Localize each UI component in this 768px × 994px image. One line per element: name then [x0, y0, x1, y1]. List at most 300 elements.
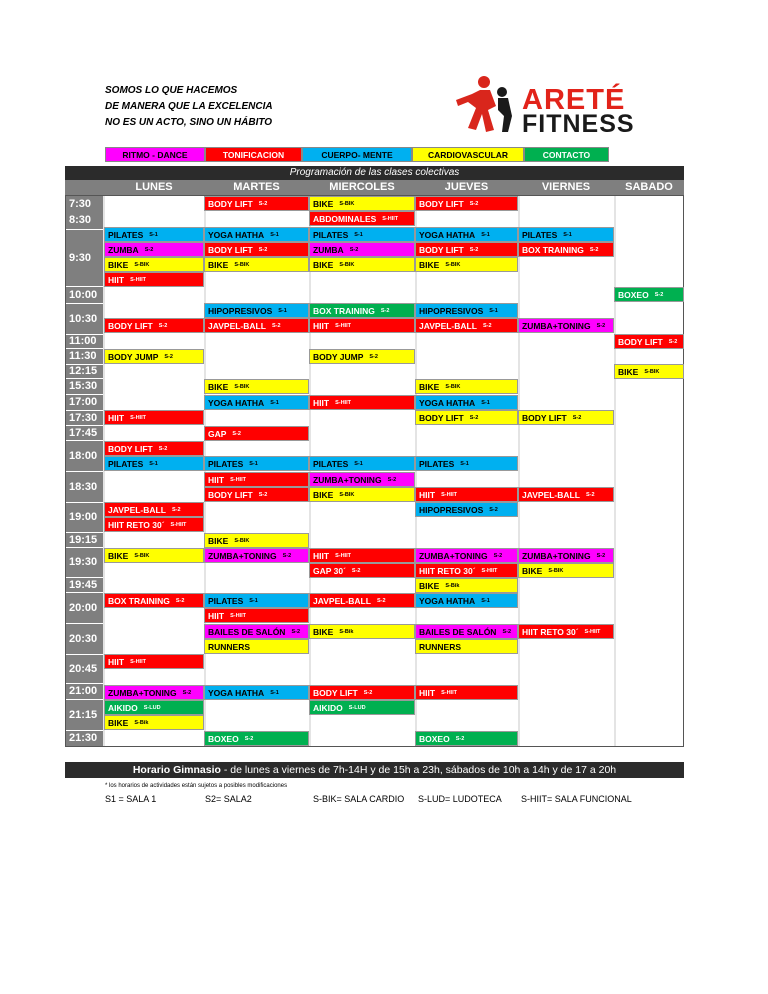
class-cell [204, 196, 309, 211]
legend-tonificacion: TONIFICACION [205, 147, 302, 162]
class-name: BODY LIFT [108, 444, 153, 454]
class-name: BIKE [208, 260, 229, 270]
room-code: S-BIK [234, 384, 250, 391]
class-cell [614, 364, 684, 379]
time-label: 17:45 [66, 426, 103, 440]
room-code: S-2 [282, 553, 292, 560]
room-code: S-1 [270, 690, 279, 697]
room-code: S-2 [387, 477, 397, 484]
room-code: S-1 [354, 461, 363, 468]
class-name: PILATES [419, 459, 455, 469]
room-code: S-2 [258, 247, 268, 254]
gym-hours-title: Horario Gimnasio [132, 764, 221, 776]
legend-cuerpo-mente: CUERPO- MENTE [302, 147, 412, 162]
time-label: 20:45 [66, 655, 103, 683]
room-code: S-2 [589, 247, 599, 254]
class-name: HIIT [313, 551, 330, 561]
class-cell [204, 533, 309, 548]
logo-arete: ARETÉ [522, 84, 626, 116]
room-code: S-2 [158, 323, 168, 330]
class-cell [204, 242, 309, 257]
room-code: S-1 [481, 232, 490, 239]
day-header-miercoles: MIERCOLES [309, 180, 415, 195]
room-code: S-2 [349, 247, 359, 254]
room-code: S-2 [469, 415, 479, 422]
room-code: S-1 [278, 308, 287, 315]
class-name: BOX TRAINING [313, 306, 375, 316]
class-cell [309, 211, 415, 226]
class-cell [104, 242, 204, 257]
class-name: HIIT [108, 413, 125, 423]
room-code: S-BIK [445, 262, 461, 269]
class-cell [104, 257, 204, 272]
class-cell [518, 548, 614, 563]
class-name: PILATES [108, 230, 144, 240]
class-cell [309, 456, 415, 471]
class-name: BIKE [108, 551, 129, 561]
class-name: HIIT RETO 30´ [108, 520, 165, 530]
class-cell [518, 563, 614, 578]
class-cell [204, 318, 309, 333]
class-name: AIKIDO [313, 703, 343, 713]
room-code: S-BIK [134, 553, 150, 560]
class-name: HIPOPRESIVOS [208, 306, 273, 316]
class-cell [104, 410, 204, 425]
class-cell [104, 654, 204, 669]
class-name: BOX TRAINING [108, 596, 170, 606]
room-code: S-HIIT [230, 477, 246, 484]
class-name: BODY LIFT [208, 245, 253, 255]
room-code: S-BIK [644, 369, 660, 376]
room-code: S-1 [270, 400, 279, 407]
time-label: 11:30 [66, 349, 103, 364]
legend-cardiovascular: CARDIOVASCULAR [412, 147, 524, 162]
class-cell [415, 624, 518, 639]
room-code: S-BIK [134, 262, 150, 269]
class-cell [204, 257, 309, 272]
day-header-martes: MARTES [204, 180, 309, 195]
room-code: S-HIIT [170, 522, 187, 529]
class-cell [204, 685, 309, 700]
class-name: BOX TRAINING [522, 245, 584, 255]
room-code: S-HIIT [335, 323, 351, 330]
day-header-viernes: VIERNES [518, 180, 614, 195]
room-code: S-HIIT [441, 690, 457, 697]
time-label: 17:00 [66, 395, 103, 410]
room-code: S-2 [351, 568, 361, 575]
class-name: BIKE [313, 260, 334, 270]
room-code: S-1 [354, 232, 363, 239]
room-code: S-1 [149, 461, 158, 468]
gym-hours-text: - de lunes a viernes de 7h-14H y de 15h a 23h, sábados de 10h a 14h y de 17 a 20h [220, 764, 617, 776]
class-name: YOGA HATHA [419, 596, 476, 606]
room-code: S-2 [469, 201, 479, 208]
class-cell [309, 318, 415, 333]
room-code: S-HIIT [130, 659, 146, 666]
room-code: S-1 [563, 232, 572, 239]
room-code: S-2 [380, 308, 390, 315]
class-cell [204, 303, 309, 318]
room-code: S-1 [249, 598, 258, 605]
class-cell [415, 410, 518, 425]
class-name: BODY LIFT [208, 490, 253, 500]
class-name: PILATES [522, 230, 558, 240]
class-cell [204, 624, 309, 639]
room-code: S-HIIT [230, 613, 246, 620]
code-ludoteca: S-LUD= LUDOTECA [418, 794, 502, 804]
class-cell [104, 517, 204, 532]
class-name: YOGA HATHA [208, 230, 265, 240]
class-cell [415, 227, 518, 242]
room-code: S-2 [455, 736, 465, 743]
class-name: JAVPEL-BALL [208, 321, 266, 331]
class-name: HIIT [208, 611, 225, 621]
time-label: 18:00 [66, 441, 103, 471]
class-name: BODY LIFT [618, 337, 663, 347]
class-cell [614, 287, 684, 302]
class-cell [415, 685, 518, 700]
class-cell [309, 196, 415, 211]
room-code: S-2 [493, 553, 503, 560]
class-cell [309, 548, 415, 563]
class-name: BODY JUMP [313, 352, 364, 362]
class-cell [104, 700, 204, 715]
class-name: HIIT [313, 398, 330, 408]
room-code: S-Bik [445, 583, 460, 590]
time-label: 10:30 [66, 304, 103, 334]
class-cell [104, 272, 204, 287]
class-cell [204, 472, 309, 487]
class-name: HIPOPRESIVOS [419, 306, 484, 316]
class-cell [309, 395, 415, 410]
class-name: ZUMBA+TONING [313, 475, 382, 485]
class-name: BIKE [108, 718, 129, 728]
class-name: BIKE [208, 382, 229, 392]
class-cell [415, 303, 518, 318]
class-cell [204, 426, 309, 441]
motto-line-1: SOMOS LO QUE HACEMOS [105, 85, 238, 96]
class-cell [204, 487, 309, 502]
class-name: BIKE [313, 199, 334, 209]
class-cell [309, 349, 415, 364]
room-code: S-BIK [339, 492, 355, 499]
room-code: S-HIIT [130, 277, 146, 284]
class-name: BAILES DE SALÓN [419, 627, 497, 637]
time-label: 21:15 [66, 700, 103, 730]
room-code: S-1 [481, 400, 490, 407]
code-sala1: S1 = SALA 1 [105, 794, 157, 804]
class-name: BAILES DE SALÓN [208, 627, 286, 637]
time-label: 8:30 [66, 212, 103, 229]
room-code: S-LUD [143, 705, 161, 712]
class-name: PILATES [208, 596, 244, 606]
class-cell [204, 731, 309, 746]
time-label: 12:15 [66, 365, 103, 378]
class-cell [415, 639, 518, 654]
class-name: BIKE [208, 536, 229, 546]
class-cell [415, 379, 518, 394]
schedule-title: Programación de las clases colectivas [65, 166, 684, 180]
class-name: ZUMBA+TONING [522, 551, 591, 561]
room-code: S-1 [460, 461, 469, 468]
room-code: S-BIK [234, 262, 250, 269]
class-name: BIKE [108, 260, 129, 270]
class-name: BIKE [313, 490, 334, 500]
class-name: AIKIDO [108, 703, 138, 713]
logo-fitness: FITNESS [522, 110, 635, 138]
class-cell [415, 578, 518, 593]
class-name: HIIT [108, 275, 125, 285]
class-cell [104, 227, 204, 242]
class-name: PILATES [313, 230, 349, 240]
class-cell [518, 487, 614, 502]
class-cell [518, 227, 614, 242]
class-cell [104, 441, 204, 456]
class-name: JAVPEL-BALL [419, 321, 477, 331]
class-cell [415, 563, 518, 578]
room-code: S-LUD [348, 705, 366, 712]
legend-contacto: CONTACTO [524, 147, 609, 162]
room-code: S-2 [232, 431, 241, 438]
class-cell [309, 487, 415, 502]
class-name: YOGA HATHA [419, 230, 476, 240]
room-code: S-Bik [134, 720, 149, 727]
room-code: S-2 [585, 492, 595, 499]
class-cell [518, 318, 614, 333]
class-name: JAVPEL-BALL [108, 505, 166, 515]
class-name: PILATES [108, 459, 144, 469]
room-code: S-2 [489, 507, 498, 514]
day-header-jueves: JUEVES [415, 180, 518, 195]
room-code: S-2 [363, 690, 373, 697]
time-label: 21:00 [66, 684, 103, 699]
room-code: S-2 [596, 323, 606, 330]
class-cell [104, 548, 204, 563]
room-code: S-HIIT [335, 400, 351, 407]
class-cell [204, 456, 309, 471]
class-name: BIKE [313, 627, 334, 637]
time-label: 17:30 [66, 411, 103, 425]
room-code: S-2 [271, 323, 281, 330]
room-code: S-2 [654, 292, 664, 299]
class-name: YOGA HATHA [208, 688, 265, 698]
class-name: PILATES [208, 459, 244, 469]
room-code: S-BIK [445, 384, 461, 391]
class-name: ABDOMINALES [313, 214, 377, 224]
class-cell [309, 227, 415, 242]
room-code: S-1 [149, 232, 158, 239]
room-code: S-2 [469, 247, 479, 254]
class-name: HIIT [108, 657, 125, 667]
room-code: S-2 [171, 507, 181, 514]
room-code: S-2 [258, 492, 268, 499]
class-name: ZUMBA [108, 245, 139, 255]
class-name: BODY LIFT [108, 321, 153, 331]
class-cell [104, 715, 204, 730]
class-name: RUNNERS [419, 642, 462, 652]
class-cell [415, 548, 518, 563]
day-header-lunes: LUNES [104, 180, 204, 195]
code-sala-funcional: S-HIIT= SALA FUNCIONAL [521, 794, 632, 804]
legend-ritmo-dance: RITMO - DANCE [105, 147, 205, 162]
time-label: 19:45 [66, 578, 103, 592]
class-cell [415, 731, 518, 746]
class-name: HIIT RETO 30´ [522, 627, 579, 637]
class-cell [204, 639, 309, 654]
room-code: S-2 [502, 629, 512, 636]
disclaimer-note: * los horarios de actividades están sujetos a posibles modificaciones [105, 783, 288, 789]
class-cell [415, 257, 518, 272]
day-header-blank [65, 180, 104, 195]
day-header-sabado: SABADO [614, 180, 684, 195]
class-name: YOGA HATHA [419, 398, 476, 408]
room-code: S-HIIT [584, 629, 601, 636]
room-code: S-2 [164, 354, 173, 361]
class-name: BODY LIFT [419, 413, 464, 423]
motto-line-2: DE MANERA QUE LA EXCELENCIA [105, 101, 273, 112]
time-label: 19:00 [66, 503, 103, 532]
class-cell [309, 624, 415, 639]
time-label: 20:30 [66, 624, 103, 654]
room-code: S-HIIT [335, 553, 351, 560]
class-name: GAP 30´ [313, 566, 346, 576]
room-code: S-2 [175, 598, 185, 605]
room-code: S-2 [572, 415, 582, 422]
class-name: ZUMBA+TONING [108, 688, 177, 698]
class-name: PILATES [313, 459, 349, 469]
class-cell [104, 318, 204, 333]
class-cell [309, 472, 415, 487]
class-name: HIIT [419, 688, 436, 698]
class-name: HIIT [208, 475, 225, 485]
class-name: JAVPEL-BALL [522, 490, 580, 500]
class-name: HIIT [419, 490, 436, 500]
class-cell [415, 593, 518, 608]
room-code: S-2 [369, 354, 378, 361]
class-name: GAP [208, 429, 227, 439]
class-cell [415, 456, 518, 471]
class-cell [309, 685, 415, 700]
room-code: S-HIIT [441, 492, 457, 499]
class-name: ZUMBA+TONING [208, 551, 277, 561]
room-code: S-2 [376, 598, 386, 605]
class-cell [309, 593, 415, 608]
class-cell [104, 456, 204, 471]
class-cell [204, 395, 309, 410]
time-label: 7:30 [66, 196, 103, 213]
motto-line-3: NO ES UN ACTO, SINO UN HÁBITO [105, 117, 273, 128]
room-code: S-1 [489, 308, 498, 315]
room-code: S-2 [258, 201, 268, 208]
class-cell [204, 379, 309, 394]
class-cell [104, 685, 204, 700]
room-code: S-BIK [339, 262, 355, 269]
room-code: S-2 [291, 629, 301, 636]
class-cell [104, 502, 204, 517]
class-cell [309, 303, 415, 318]
room-code: S-BIK [548, 568, 564, 575]
room-code: S-2 [158, 446, 168, 453]
room-code: S-1 [270, 232, 279, 239]
class-name: RUNNERS [208, 642, 251, 652]
time-label: 9:30 [66, 230, 103, 286]
room-code: S-2 [244, 736, 254, 743]
time-label: 19:15 [66, 533, 103, 547]
class-cell [614, 334, 684, 349]
class-name: BOXEO [419, 734, 450, 744]
class-cell [415, 487, 518, 502]
class-cell [309, 242, 415, 257]
room-code: S-HIIT [481, 568, 498, 575]
class-cell [518, 242, 614, 257]
room-code: S-BIK [234, 538, 250, 545]
class-cell [415, 318, 518, 333]
class-cell [518, 624, 614, 639]
class-name: JAVPEL-BALL [313, 596, 371, 606]
class-cell [415, 242, 518, 257]
class-name: BIKE [419, 382, 440, 392]
class-name: ZUMBA+TONING [419, 551, 488, 561]
class-cell [204, 548, 309, 563]
room-code: S-2 [668, 339, 678, 346]
class-cell [204, 593, 309, 608]
room-code: S-2 [182, 690, 192, 697]
time-label: 10:00 [66, 287, 103, 303]
room-code: S-1 [249, 461, 258, 468]
class-name: BIKE [522, 566, 543, 576]
class-name: BIKE [419, 260, 440, 270]
time-label: 20:00 [66, 593, 103, 623]
class-name: YOGA HATHA [208, 398, 265, 408]
time-label: 11:00 [66, 335, 103, 348]
class-cell [415, 395, 518, 410]
room-code: S-2 [596, 553, 606, 560]
room-code: S-HIIT [130, 415, 146, 422]
class-name: HIPOPRESIVOS [419, 505, 484, 515]
code-sala-cardio: S-BIK= SALA CARDIO [313, 794, 405, 804]
class-name: ZUMBA+TONING [522, 321, 591, 331]
class-name: BODY JUMP [108, 352, 159, 362]
class-name: HIIT RETO 30´ [419, 566, 476, 576]
room-code: S-2 [482, 323, 492, 330]
room-code: S-HIIT [382, 216, 399, 223]
class-name: BIKE [419, 581, 440, 591]
class-name: HIIT [313, 321, 330, 331]
class-name: BOXEO [208, 734, 239, 744]
room-code: S-1 [481, 598, 490, 605]
class-cell [104, 349, 204, 364]
time-label: 19:30 [66, 548, 103, 577]
class-name: BOXEO [618, 290, 649, 300]
code-sala2: S2= SALA2 [205, 794, 252, 804]
class-name: BODY LIFT [419, 199, 464, 209]
time-label: 18:30 [66, 472, 103, 502]
room-code: S-2 [144, 247, 154, 254]
class-cell [309, 257, 415, 272]
class-cell [415, 502, 518, 517]
time-label: 21:30 [66, 731, 103, 746]
class-name: BODY LIFT [419, 245, 464, 255]
class-name: BODY LIFT [313, 688, 358, 698]
class-cell [104, 593, 204, 608]
class-cell [204, 227, 309, 242]
class-name: BODY LIFT [208, 199, 253, 209]
class-name: BIKE [618, 367, 639, 377]
logo-fighters-icon [450, 70, 520, 140]
room-code: S-BIK [339, 201, 355, 208]
time-label: 15:30 [66, 379, 103, 394]
gym-hours-bar [65, 762, 684, 778]
